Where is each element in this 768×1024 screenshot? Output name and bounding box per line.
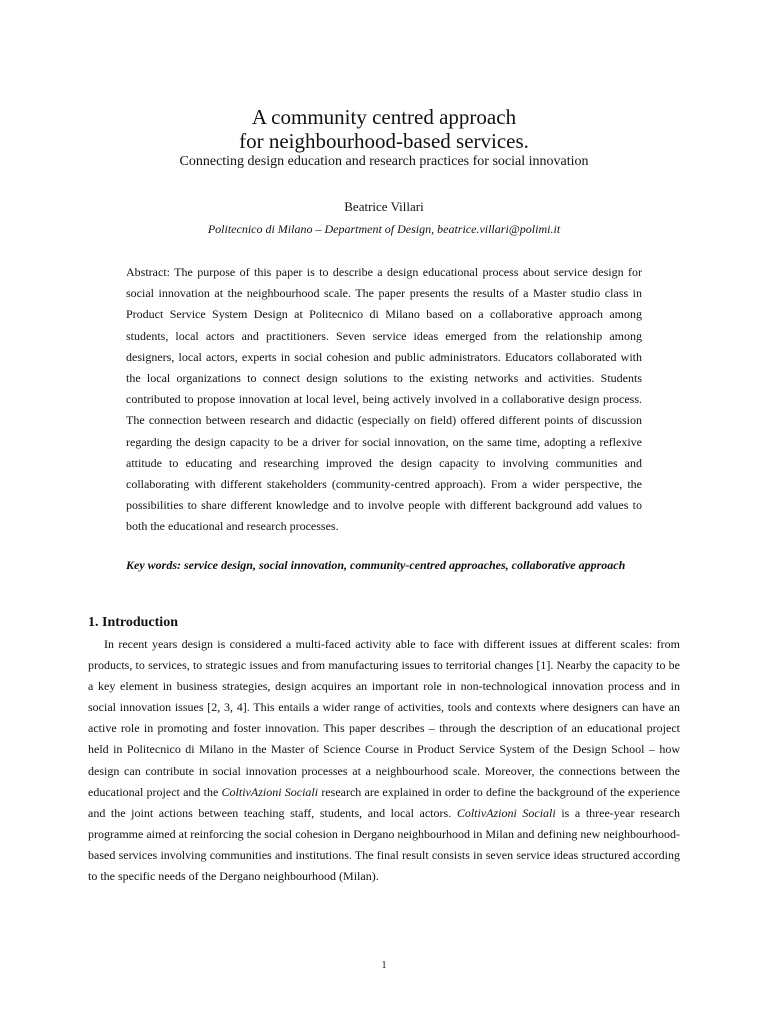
page-number: 1	[381, 960, 387, 971]
section-heading-introduction: 1. Introduction	[88, 615, 178, 630]
intro-text-part-2: research are explained in order to define the background of the experience and the joint actions between teaching staff, students, and local actors.	[88, 784, 681, 820]
intro-text-part-1: In recent years design is considered a multi-faced activity able to face with different issues at different scales: from products, to services, to strategic issues and from manufacturing issues to territorial changes [1]. Nearby the capacity to be a key element in business strategies, design acquires an important role in non-technological innovation process and in social innovation issues [2, 3, 4]. This entails a wider range of activities, tools and contexts where designers can have an active role in promoting and foster innovation. This paper describes – through the description of an educational project held in Politecnico di Milano in the Master of Science Course in Product Service System of the Design School – how design can contribute in social innovation processes at a neighbourhood scale. Moreover, the connections between the educational project and the	[88, 637, 680, 799]
abstract-paragraph: Abstract: The purpose of this paper is to describe a design educational process about service design for social innovation at the neighbourhood scale. The paper presents the results of a Master studio class in Product Service System Design at Politecnico di Milano based on a collaborative approach among students, local actors and practitioners. Seven service ideas emerged from the relationship among designers, local actors, experts in social cohesion and public administrators. Educators collaborated with the local organizations to connect design solutions to the existing networks and activities. Students contributed to propose innovation at local level, being actively involved in a collaborative design process. The connection between research and didactic (especially on field) offered different points of discussion regarding the design capacity to be a driver for social innovation, on the same time, adopting a reflexive attitude to educating and researching improved the design capacity to involving communities and collaborating with different stakeholders (community-centred approach). From a wider perspective, the possibilities to share different knowledge and to involve people with different background add values to both the educational and research processes.	[126, 265, 642, 534]
paper-title-line-2: for neighbourhood-based services.	[239, 129, 529, 153]
author-name: Beatrice Villari	[344, 199, 424, 214]
keywords: Key words: service design, social innovation, community-centred approaches, collaborative approach	[126, 558, 626, 572]
intro-text-part-3: is a three-year research programme aimed at reinforcing the social cohesion in Dergano neighbourhood in Milan and defining new neighbourhood-based services involving communities and institutions. The final result consists in seven service ideas structured according to the specific needs of the Dergano neighbourhood (Milan).	[88, 805, 681, 884]
intro-project-name-2: ColtivAzioni Sociali	[456, 805, 556, 820]
intro-project-name-1: ColtivAzioni Sociali	[221, 784, 319, 799]
paper-subtitle: Connecting design education and research practices for social innovation	[179, 154, 589, 169]
author-affiliation: Politecnico di Milano – Department of Design, beatrice.villari@polimi.it	[207, 222, 561, 236]
introduction-paragraph	[88, 634, 680, 887]
paper-title-line-1: A community centred approach	[251, 105, 517, 129]
